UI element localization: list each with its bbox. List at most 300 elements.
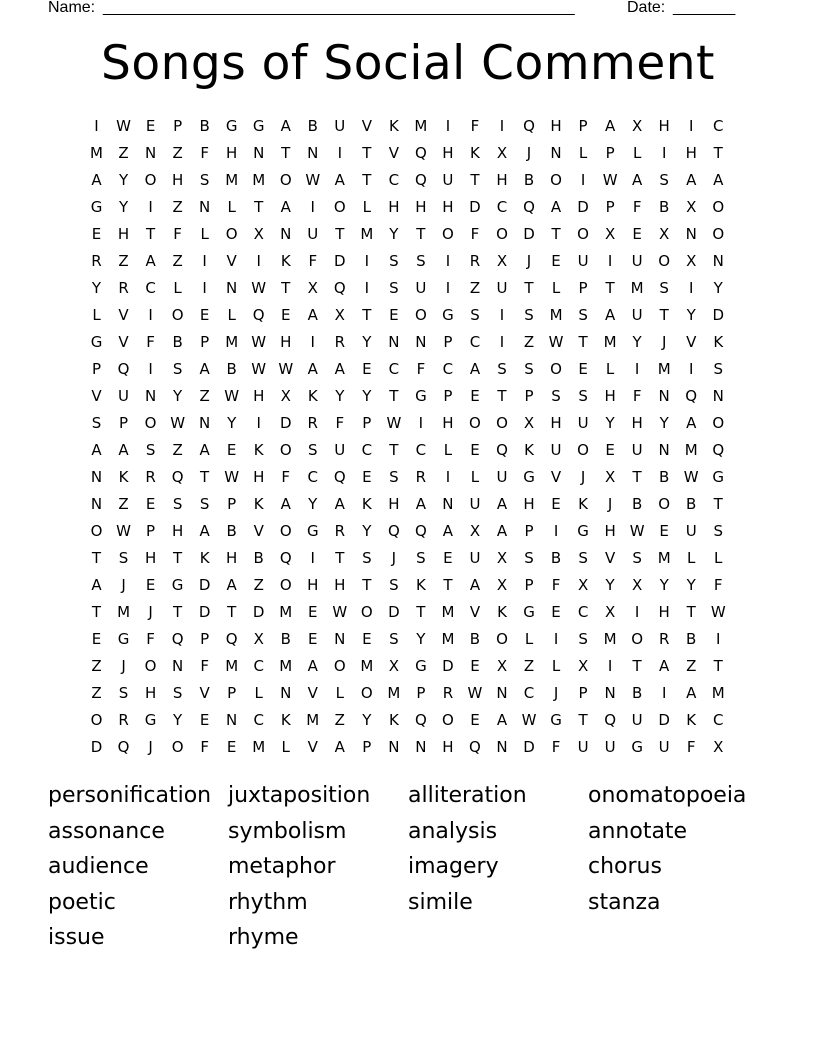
grid-letter: Q bbox=[414, 171, 427, 189]
grid-letter: A bbox=[91, 441, 102, 459]
grid-letter: I bbox=[148, 198, 153, 216]
grid-letter: U bbox=[658, 738, 670, 756]
grid-letter: J bbox=[121, 657, 126, 675]
grid-letter: A bbox=[334, 495, 345, 513]
grid-letter: S bbox=[524, 306, 534, 324]
grid-letter: C bbox=[469, 333, 481, 351]
grid-letter: W bbox=[224, 387, 240, 405]
grid-row bbox=[83, 329, 733, 356]
grid-letter: Z bbox=[118, 252, 129, 270]
grid-letter: O bbox=[712, 225, 725, 243]
grid-letter: E bbox=[362, 468, 372, 486]
grid-letter: H bbox=[226, 549, 238, 567]
grid-letter: E bbox=[308, 630, 318, 648]
grid-letter: W bbox=[278, 360, 294, 378]
date-blank-line: _______ bbox=[673, 0, 736, 16]
grid-letter: Q bbox=[117, 738, 130, 756]
grid-letter: Y bbox=[659, 576, 669, 594]
grid-letter: Z bbox=[172, 144, 183, 162]
grid-letter: E bbox=[551, 495, 561, 513]
grid-letter: W bbox=[602, 171, 618, 189]
grid-letter: N bbox=[658, 387, 670, 405]
grid-letter: T bbox=[362, 171, 372, 189]
grid-row bbox=[83, 572, 733, 599]
grid-letter: I bbox=[364, 279, 370, 297]
name-label: Name: bbox=[48, 0, 96, 16]
grid-letter: G bbox=[415, 387, 427, 405]
grid-letter: Q bbox=[333, 279, 346, 297]
word-bank-item: rhythm bbox=[228, 889, 308, 915]
grid-letter: D bbox=[198, 576, 211, 594]
grid-letter: K bbox=[686, 711, 697, 729]
grid-letter: S bbox=[578, 306, 588, 324]
grid-letter: O bbox=[90, 522, 103, 540]
grid-letter: Y bbox=[362, 711, 372, 729]
grid-letter: L bbox=[92, 306, 101, 324]
word-bank-item: assonance bbox=[48, 818, 165, 844]
grid-letter: W bbox=[710, 603, 726, 621]
grid-letter: U bbox=[469, 549, 481, 567]
grid-letter: P bbox=[146, 522, 156, 540]
grid-letter: I bbox=[202, 252, 207, 270]
grid-letter: C bbox=[712, 117, 724, 135]
grid-letter: Q bbox=[604, 711, 617, 729]
grid-letter: Q bbox=[225, 630, 238, 648]
grid-letter: A bbox=[280, 495, 291, 513]
grid-letter: M bbox=[414, 117, 428, 135]
grid-letter: V bbox=[307, 738, 318, 756]
grid-letter: A bbox=[307, 306, 318, 324]
grid-letter: Y bbox=[173, 387, 183, 405]
grid-letter: A bbox=[91, 576, 102, 594]
grid-letter: E bbox=[199, 306, 210, 324]
grid-letter: K bbox=[280, 711, 291, 729]
grid-letter: C bbox=[388, 360, 400, 378]
grid-letter: O bbox=[442, 711, 454, 729]
grid-letter: P bbox=[605, 144, 615, 162]
grid-letter: X bbox=[496, 252, 508, 270]
grid-letter: I bbox=[148, 360, 153, 378]
grid-letter: N bbox=[388, 333, 400, 351]
grid-letter: I bbox=[688, 360, 694, 378]
word-bank-item: audience bbox=[48, 854, 149, 880]
grid-letter: B bbox=[631, 495, 643, 513]
grid-letter: H bbox=[144, 549, 157, 567]
grid-letter: R bbox=[118, 711, 129, 729]
grid-letter: E bbox=[280, 306, 291, 324]
grid-letter: H bbox=[658, 117, 670, 135]
grid-letter: V bbox=[118, 333, 129, 351]
grid-letter: I bbox=[310, 549, 315, 567]
grid-letter: T bbox=[389, 441, 399, 459]
grid-letter: C bbox=[361, 441, 373, 459]
grid-letter: Y bbox=[362, 522, 372, 540]
grid-letter: G bbox=[631, 738, 643, 756]
grid-letter: P bbox=[173, 117, 183, 135]
grid-letter: K bbox=[388, 117, 399, 135]
grid-letter: T bbox=[227, 603, 237, 621]
grid-letter: D bbox=[577, 198, 589, 216]
grid-letter: R bbox=[307, 414, 318, 432]
grid-letter: U bbox=[631, 441, 643, 459]
grid-letter: M bbox=[711, 684, 725, 702]
grid-letter: O bbox=[171, 306, 184, 324]
grid-row bbox=[83, 464, 733, 491]
grid-letter: I bbox=[337, 144, 343, 162]
grid-letter: G bbox=[523, 603, 535, 621]
grid-letter: O bbox=[333, 198, 346, 216]
grid-letter: I bbox=[661, 144, 667, 162]
word-bank-item: juxtaposition bbox=[228, 783, 371, 808]
grid-letter: X bbox=[632, 117, 643, 135]
grid-letter: H bbox=[442, 198, 454, 216]
grid-letter: I bbox=[607, 252, 613, 270]
grid-row bbox=[83, 248, 733, 275]
grid-letter: C bbox=[496, 198, 508, 216]
grid-letter: P bbox=[524, 387, 534, 405]
grid-letter: F bbox=[686, 738, 696, 756]
grid-letter: K bbox=[199, 549, 210, 567]
grid-letter: I bbox=[688, 117, 694, 135]
grid-letter: H bbox=[604, 522, 616, 540]
grid-letter: N bbox=[415, 333, 427, 351]
grid-letter: O bbox=[469, 414, 481, 432]
grid-letter: K bbox=[253, 495, 264, 513]
grid-letter: T bbox=[524, 279, 534, 297]
grid-letter: X bbox=[604, 468, 616, 486]
grid-letter: B bbox=[469, 630, 481, 648]
grid-letter: A bbox=[199, 522, 210, 540]
grid-letter: D bbox=[442, 657, 454, 675]
grid-letter: G bbox=[144, 711, 157, 729]
grid-letter: U bbox=[469, 495, 481, 513]
grid-letter: T bbox=[281, 144, 291, 162]
grid-letter: S bbox=[308, 441, 318, 459]
grid-letter: E bbox=[389, 306, 399, 324]
grid-letter: E bbox=[470, 441, 480, 459]
grid-letter: Y bbox=[686, 306, 696, 324]
grid-letter: I bbox=[553, 630, 559, 648]
grid-letter: Y bbox=[605, 414, 615, 432]
grid-letter: R bbox=[118, 279, 129, 297]
grid-letter: N bbox=[199, 198, 211, 216]
grid-letter: X bbox=[523, 414, 535, 432]
grid-letter: J bbox=[553, 684, 559, 702]
date-label: Date: bbox=[627, 0, 666, 16]
grid-letter: J bbox=[121, 576, 126, 594]
grid-row bbox=[83, 707, 733, 734]
grid-letter: U bbox=[118, 387, 130, 405]
grid-letter: G bbox=[252, 117, 265, 135]
grid-letter: K bbox=[713, 333, 724, 351]
grid-letter: U bbox=[334, 441, 346, 459]
grid-letter: H bbox=[388, 198, 400, 216]
grid-letter: C bbox=[307, 468, 318, 486]
grid-letter: Z bbox=[469, 279, 481, 297]
grid-letter: O bbox=[658, 252, 671, 270]
grid-letter: M bbox=[441, 630, 455, 648]
grid-letter: N bbox=[90, 468, 103, 486]
grid-letter: N bbox=[604, 684, 616, 702]
grid-letter: H bbox=[171, 171, 184, 189]
page-title: Songs of Social Comment bbox=[101, 36, 715, 91]
grid-letter: U bbox=[415, 279, 427, 297]
grid-letter: Q bbox=[252, 306, 265, 324]
grid-letter: W bbox=[170, 414, 186, 432]
grid-letter: H bbox=[117, 225, 130, 243]
grid-letter: E bbox=[362, 360, 372, 378]
grid-letter: H bbox=[144, 684, 157, 702]
grid-letter: I bbox=[94, 117, 99, 135]
grid-letter: L bbox=[335, 684, 344, 702]
grid-letter: S bbox=[172, 684, 183, 702]
grid-letter: O bbox=[279, 576, 292, 594]
word-bank-item: personification bbox=[48, 783, 212, 808]
grid-letter: P bbox=[524, 576, 534, 594]
grid-letter: T bbox=[497, 387, 507, 405]
grid-letter: I bbox=[310, 198, 315, 216]
grid-letter: O bbox=[577, 225, 589, 243]
grid-letter: A bbox=[226, 576, 237, 594]
grid-letter: E bbox=[145, 117, 156, 135]
grid-letter: J bbox=[148, 738, 153, 756]
grid-letter: F bbox=[551, 576, 561, 594]
grid-letter: L bbox=[200, 225, 209, 243]
grid-letter: A bbox=[415, 495, 427, 513]
grid-letter: Y bbox=[118, 198, 129, 216]
grid-letter: P bbox=[443, 333, 453, 351]
grid-letter: D bbox=[523, 225, 535, 243]
grid-letter: V bbox=[361, 117, 372, 135]
grid-letter: G bbox=[90, 333, 103, 351]
grid-letter: O bbox=[144, 171, 157, 189]
grid-letter: M bbox=[360, 225, 374, 243]
grid-letter: E bbox=[470, 711, 480, 729]
grid-letter: F bbox=[470, 117, 480, 135]
grid-letter: W bbox=[224, 468, 240, 486]
grid-letter: O bbox=[279, 441, 292, 459]
grid-letter: K bbox=[280, 252, 291, 270]
grid-letter: L bbox=[470, 468, 480, 486]
word-bank-item: issue bbox=[48, 925, 105, 951]
grid-letter: M bbox=[603, 630, 617, 648]
grid-letter: C bbox=[145, 279, 156, 297]
grid-letter: O bbox=[496, 414, 508, 432]
grid-letter: E bbox=[443, 549, 453, 567]
grid-letter: Q bbox=[496, 441, 508, 459]
grid-letter: N bbox=[496, 738, 508, 756]
grid-letter: O bbox=[550, 171, 562, 189]
grid-letter: A bbox=[686, 171, 697, 189]
grid-letter: U bbox=[577, 738, 589, 756]
grid-letter: I bbox=[445, 252, 451, 270]
grid-letter: V bbox=[388, 144, 399, 162]
grid-letter: G bbox=[577, 522, 589, 540]
grid-letter: O bbox=[712, 414, 725, 432]
grid-letter: X bbox=[577, 576, 589, 594]
word-bank-item: analysis bbox=[408, 818, 498, 844]
grid-letter: P bbox=[524, 522, 534, 540]
grid-letter: N bbox=[199, 414, 211, 432]
grid-letter: N bbox=[90, 495, 103, 513]
grid-letter: J bbox=[580, 468, 586, 486]
grid-letter: Q bbox=[712, 441, 725, 459]
grid-letter: M bbox=[225, 171, 239, 189]
grid-letter: X bbox=[686, 252, 697, 270]
grid-letter: S bbox=[524, 360, 534, 378]
word-bank-item: annotate bbox=[588, 818, 688, 844]
grid-letter: X bbox=[713, 738, 724, 756]
grid-letter: T bbox=[605, 279, 615, 297]
grid-letter: D bbox=[388, 603, 400, 621]
grid-letter: H bbox=[550, 117, 562, 135]
grid-letter: N bbox=[442, 495, 454, 513]
grid-letter: A bbox=[632, 171, 643, 189]
grid-letter: S bbox=[389, 576, 399, 594]
grid-letter: K bbox=[524, 441, 534, 459]
grid-letter: A bbox=[199, 441, 210, 459]
grid-letter: I bbox=[634, 360, 640, 378]
grid-letter: P bbox=[200, 333, 210, 351]
grid-letter: N bbox=[496, 684, 508, 702]
grid-letter: M bbox=[657, 549, 671, 567]
grid-letter: I bbox=[688, 279, 694, 297]
word-bank-item: poetic bbox=[48, 889, 116, 915]
grid-letter: J bbox=[526, 144, 532, 162]
grid-row bbox=[83, 599, 733, 626]
grid-letter: N bbox=[658, 441, 670, 459]
grid-letter: Y bbox=[659, 414, 669, 432]
grid-letter: T bbox=[416, 225, 426, 243]
grid-letter: V bbox=[686, 333, 697, 351]
grid-letter: Y bbox=[308, 495, 318, 513]
grid-letter: E bbox=[578, 360, 588, 378]
grid-letter: B bbox=[199, 117, 210, 135]
grid-letter: H bbox=[523, 495, 535, 513]
grid-row bbox=[83, 356, 733, 383]
grid-letter: I bbox=[445, 279, 451, 297]
grid-letter: Q bbox=[685, 387, 698, 405]
grid-letter: P bbox=[443, 387, 453, 405]
grid-letter: U bbox=[307, 225, 319, 243]
grid-letter: E bbox=[226, 441, 237, 459]
grid-letter: X bbox=[388, 657, 399, 675]
grid-letter: M bbox=[252, 171, 266, 189]
grid-letter: I bbox=[634, 603, 640, 621]
grid-letter: L bbox=[227, 198, 236, 216]
grid-letter: B bbox=[523, 171, 535, 189]
grid-letter: F bbox=[281, 468, 291, 486]
grid-letter: U bbox=[631, 711, 643, 729]
grid-letter: G bbox=[171, 576, 184, 594]
grid-letter: H bbox=[442, 738, 454, 756]
grid-letter: T bbox=[686, 603, 696, 621]
grid-letter: N bbox=[280, 225, 292, 243]
grid-letter: F bbox=[200, 657, 209, 675]
grid-row bbox=[83, 410, 733, 437]
grid-letter: R bbox=[658, 630, 670, 648]
grid-letter: S bbox=[659, 171, 669, 189]
grid-letter: P bbox=[227, 684, 237, 702]
grid-letter: M bbox=[279, 657, 293, 675]
grid-letter: M bbox=[252, 738, 266, 756]
grid-row bbox=[83, 221, 733, 248]
grid-letter: D bbox=[252, 603, 265, 621]
grid-letter: A bbox=[713, 171, 724, 189]
grid-letter: O bbox=[658, 495, 671, 513]
grid-letter: Z bbox=[91, 684, 102, 702]
grid-letter: E bbox=[91, 630, 102, 648]
grid-letter: O bbox=[144, 657, 157, 675]
grid-letter: S bbox=[389, 252, 399, 270]
grid-letter: S bbox=[551, 387, 561, 405]
grid-letter: O bbox=[225, 225, 238, 243]
grid-letter: U bbox=[577, 414, 589, 432]
grid-letter: N bbox=[226, 279, 238, 297]
grid-letter: A bbox=[469, 576, 481, 594]
grid-letter: E bbox=[226, 738, 237, 756]
grid-letter: I bbox=[364, 252, 370, 270]
grid-letter: N bbox=[334, 630, 346, 648]
grid-letter: X bbox=[659, 225, 670, 243]
grid-row bbox=[83, 734, 733, 761]
grid-letter: F bbox=[200, 738, 209, 756]
grid-letter: I bbox=[256, 414, 261, 432]
grid-letter: O bbox=[360, 684, 373, 702]
grid-letter: M bbox=[441, 603, 455, 621]
grid-letter: A bbox=[686, 684, 697, 702]
grid-letter: L bbox=[443, 441, 453, 459]
grid-letter: Y bbox=[713, 279, 723, 297]
grid-letter: L bbox=[524, 630, 534, 648]
grid-letter: U bbox=[631, 306, 643, 324]
grid-letter: B bbox=[253, 549, 264, 567]
grid-row bbox=[83, 545, 733, 572]
grid-letter: W bbox=[116, 522, 131, 540]
grid-letter: A bbox=[604, 306, 616, 324]
grid-letter: B bbox=[172, 333, 183, 351]
grid-letter: T bbox=[632, 468, 642, 486]
grid-letter: X bbox=[280, 387, 291, 405]
grid-letter: M bbox=[90, 144, 103, 162]
grid-letter: O bbox=[414, 306, 427, 324]
grid-letter: M bbox=[549, 306, 563, 324]
grid-letter: T bbox=[389, 387, 399, 405]
grid-letter: W bbox=[251, 333, 267, 351]
grid-letter: X bbox=[632, 576, 643, 594]
grid-letter: X bbox=[496, 657, 508, 675]
grid-letter: A bbox=[334, 360, 345, 378]
grid-letter: B bbox=[307, 117, 318, 135]
grid-row bbox=[83, 113, 733, 140]
grid-letter: G bbox=[442, 306, 454, 324]
grid-letter: X bbox=[496, 144, 508, 162]
grid-letter: L bbox=[227, 306, 236, 324]
grid-letter: H bbox=[631, 414, 643, 432]
grid-letter: C bbox=[415, 441, 427, 459]
grid-letter: X bbox=[307, 279, 318, 297]
grid-letter: U bbox=[631, 252, 643, 270]
grid-letter: E bbox=[145, 495, 156, 513]
word-search-grid bbox=[83, 113, 733, 761]
grid-letter: L bbox=[281, 738, 290, 756]
grid-letter: I bbox=[202, 279, 207, 297]
grid-letter: T bbox=[91, 603, 102, 621]
grid-letter: C bbox=[442, 360, 454, 378]
grid-letter: G bbox=[225, 117, 238, 135]
grid-letter: O bbox=[550, 360, 562, 378]
grid-letter: Z bbox=[334, 711, 345, 729]
